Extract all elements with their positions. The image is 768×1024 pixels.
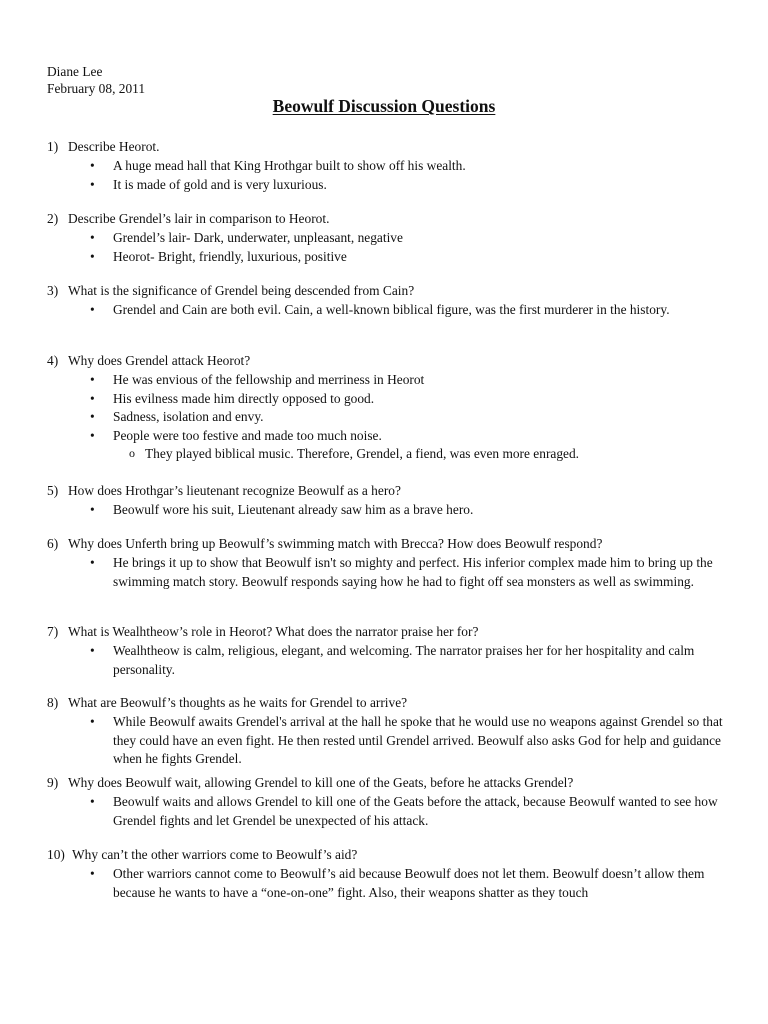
- answer-list: [47, 301, 727, 319]
- page-title: Beowulf Discussion Questions: [272, 96, 496, 116]
- answer-item: • Wealhtheow is calm, religious, elegant, and welcoming. The narrator praises her for her hospitality and calm personality.: [47, 642, 727, 679]
- answer-item: • It is made of gold and is very luxurious.: [47, 176, 727, 194]
- answer-list: [47, 157, 727, 194]
- question-number: 8): [47, 695, 59, 710]
- answer-list: [47, 371, 727, 463]
- document-header: [47, 63, 145, 97]
- question-text: How does Hrothgar’s lieutenant recognize Beowulf as a hero?: [68, 483, 401, 498]
- question-10: [47, 846, 727, 902]
- answer-item: • Other warriors cannot come to Beowulf’s aid because Beowulf does not let them. Beowulf doesn’t allow them because he wants to have a “one-on-one” fight. Also, their weapons shatter as they touch: [47, 865, 727, 902]
- question-number: 6): [47, 536, 59, 551]
- question-7: [47, 623, 727, 679]
- question-number: 7): [47, 624, 59, 639]
- answer-list: [47, 793, 727, 830]
- question-text: Why does Beowulf wait, allowing Grendel to kill one of the Geats, before he attacks Grendel?: [68, 775, 574, 790]
- sub-answer-list: [113, 445, 727, 463]
- question-text: What is Wealhtheow’s role in Heorot? What does the narrator praise her for?: [68, 624, 479, 639]
- question-number: 5): [47, 483, 59, 498]
- answer-item: [47, 427, 727, 464]
- question-9: [47, 774, 727, 830]
- author-name: Diane Lee: [47, 64, 103, 79]
- answer-list: [47, 229, 727, 266]
- question-4: [47, 352, 727, 463]
- answer-list: [47, 642, 727, 679]
- answer-item: • Beowulf waits and allows Grendel to kill one of the Geats before the attack, because Beowulf wanted to see how Grendel fights and let Grendel be unexpected of his attack.: [47, 793, 727, 830]
- question-number: 4): [47, 353, 59, 368]
- answer-item: • He brings it up to show that Beowulf isn't so mighty and perfect. His inferior complex made him to bring up the swimming match story. Beowulf responds saying how he had to fight off sea monsters as well as swimming.: [47, 554, 727, 591]
- sub-answer-item: o They played biblical music. Therefore, Grendel, a fiend, was even more enraged.: [113, 445, 727, 463]
- answer-item: • Grendel and Cain are both evil. Cain, a well-known biblical figure, was the first murderer in the history.: [47, 301, 727, 319]
- question-5: [47, 482, 727, 520]
- question-text: What is the significance of Grendel being descended from Cain?: [68, 283, 415, 298]
- answer-list: [47, 713, 727, 768]
- answer-list: [47, 554, 727, 591]
- document-date: February 08, 2011: [47, 81, 146, 96]
- question-text: Why does Unferth bring up Beowulf’s swimming match with Brecca? How does Beowulf respond?: [68, 536, 603, 551]
- answer-item: • A huge mead hall that King Hrothgar built to show off his wealth.: [47, 157, 727, 175]
- answer-item: • Grendel’s lair- Dark, underwater, unpleasant, negative: [47, 229, 727, 247]
- question-number: 2): [47, 211, 59, 226]
- answer-item: • Sadness, isolation and envy.: [47, 408, 727, 426]
- question-3: [47, 282, 727, 320]
- answer-item: • While Beowulf awaits Grendel's arrival at the hall he spoke that he would use no weapons against Grendel so that they could have an even fight. He then rested until Grendel arrived. Beowulf also asks God for help and guidance when he fights Grendel.: [47, 713, 727, 768]
- question-text: Describe Grendel’s lair in comparison to Heorot.: [68, 211, 330, 226]
- question-text: Describe Heorot.: [68, 139, 160, 154]
- answer-item: • He was envious of the fellowship and merriness in Heorot: [47, 371, 727, 389]
- question-text: What are Beowulf’s thoughts as he waits for Grendel to arrive?: [68, 695, 408, 710]
- answer-list: [47, 501, 727, 519]
- question-2: [47, 210, 727, 266]
- question-number: 9): [47, 775, 59, 790]
- question-text: Why can’t the other warriors come to Beowulf’s aid?: [72, 847, 358, 862]
- answer-text: People were too festive and made too much noise.: [113, 427, 382, 443]
- answer-item: • His evilness made him directly opposed to good.: [47, 390, 727, 408]
- question-6: [47, 535, 727, 591]
- answer-list: [47, 865, 727, 902]
- question-number: 3): [47, 283, 59, 298]
- answer-item: • Beowulf wore his suit, Lieutenant already saw him as a brave hero.: [47, 501, 727, 519]
- question-number: 1): [47, 139, 59, 154]
- question-text: Why does Grendel attack Heorot?: [68, 353, 251, 368]
- question-8: [47, 694, 727, 769]
- answer-item: • Heorot- Bright, friendly, luxurious, positive: [47, 248, 727, 266]
- question-number: 10): [47, 847, 65, 862]
- question-1: [47, 138, 727, 194]
